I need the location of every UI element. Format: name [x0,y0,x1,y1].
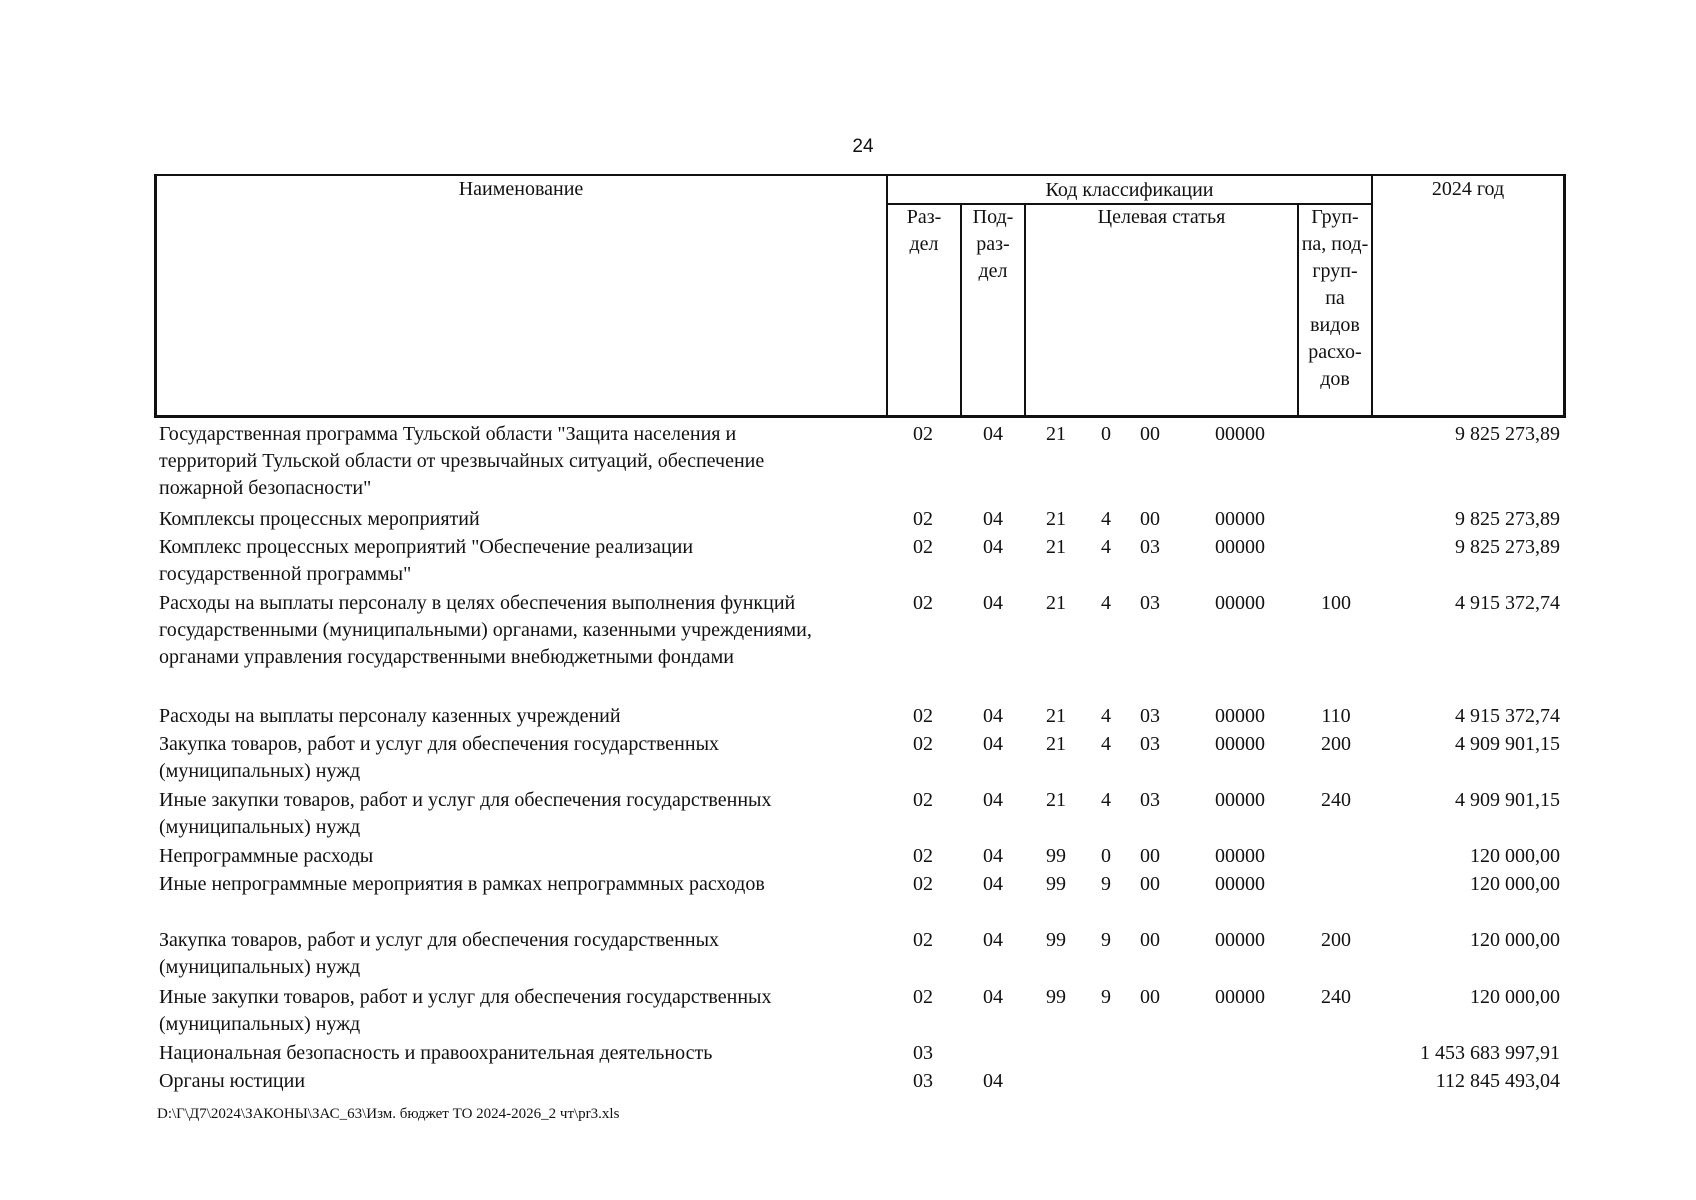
row-name-line: Закупка товаров, работ и услуг для обеспечения государственных [159,929,720,951]
row-amount: 4 909 901,15 [1455,733,1560,755]
row-vid: 240 [1321,986,1351,1008]
row-target-subprogram: 03 [1140,536,1160,558]
header-razdel-line: Раз- [906,206,942,228]
row-podrazdel: 04 [983,1070,1003,1092]
row-podrazdel: 04 [983,845,1003,867]
row-razdel: 02 [913,508,933,530]
col-divider-vid [1371,174,1373,418]
row-target-type: 0 [1101,845,1111,867]
row-vid: 100 [1321,592,1351,614]
header-podrazdel-line: Под- [972,206,1014,228]
row-vid: 110 [1321,705,1351,727]
row-amount: 120 000,00 [1470,929,1560,951]
row-target-program: 21 [1046,423,1066,445]
row-amount: 120 000,00 [1470,986,1560,1008]
row-name [159,1040,879,1067]
row-target-program: 21 [1046,789,1066,811]
row-podrazdel: 04 [983,536,1003,558]
row-razdel: 02 [913,705,933,727]
header-vid-line: расхо- [1308,341,1362,363]
row-name-line: Расходы на выплаты персоналу казенных учреждений [159,705,621,727]
header-vid-line: груп- [1312,260,1358,282]
row-target-type: 4 [1101,508,1111,530]
row-name-line: Закупка товаров, работ и услуг для обеспечения государственных [159,733,720,755]
row-target-program: 21 [1046,536,1066,558]
row-name [159,843,879,870]
row-target-type: 9 [1101,929,1111,951]
row-amount: 120 000,00 [1470,845,1560,867]
row-name-line: (муниципальных) нужд [159,956,361,978]
row-name [159,506,879,533]
header-vid-line: па [1325,287,1345,309]
row-name-line: пожарной безопасности" [159,477,372,499]
row-podrazdel: 04 [983,705,1003,727]
header-razdel [888,204,960,258]
row-name [159,703,879,730]
row-name [159,787,879,841]
row-target-program: 21 [1046,705,1066,727]
row-target-direction: 00000 [1215,986,1265,1008]
row-podrazdel: 04 [983,592,1003,614]
row-target-subprogram: 00 [1140,508,1160,530]
header-target: Целевая статья [1097,206,1226,228]
row-target-subprogram: 03 [1140,789,1160,811]
row-podrazdel: 04 [983,929,1003,951]
row-razdel: 02 [913,789,933,811]
row-target-direction: 00000 [1215,733,1265,755]
row-target-direction: 00000 [1215,508,1265,530]
row-name [159,590,879,671]
row-target-program: 99 [1046,845,1066,867]
row-podrazdel: 04 [983,423,1003,445]
row-target-direction: 00000 [1215,845,1265,867]
row-target-program: 21 [1046,592,1066,614]
row-name-line: территорий Тульской области от чрезвычайных ситуаций, обеспечение [159,450,765,472]
row-amount: 4 915 372,74 [1455,705,1560,727]
row-target-program: 99 [1046,986,1066,1008]
row-razdel: 03 [913,1070,933,1092]
row-target-direction: 00000 [1215,536,1265,558]
row-name-line: Непрограммные расходы [159,845,374,867]
row-name [159,534,879,588]
row-name [159,731,879,785]
row-target-type: 4 [1101,705,1111,727]
row-name-line: (муниципальных) нужд [159,816,361,838]
header-year: 2024 год [1431,178,1505,200]
header-vid-line: видов [1310,314,1360,336]
header-razdel-line: дел [909,233,939,255]
page-number: 24 [852,136,874,157]
row-target-type: 4 [1101,789,1111,811]
row-name-line: (муниципальных) нужд [159,1013,361,1035]
row-target-type: 4 [1101,592,1111,614]
row-name [159,984,879,1038]
row-vid: 200 [1321,929,1351,951]
row-name-line: Иные закупки товаров, работ и услуг для обеспечения государственных [159,986,772,1008]
row-target-type: 4 [1101,733,1111,755]
row-target-direction: 00000 [1215,929,1265,951]
row-name-line: Иные закупки товаров, работ и услуг для обеспечения государственных [159,789,772,811]
row-target-subprogram: 03 [1140,592,1160,614]
row-target-direction: 00000 [1215,705,1265,727]
row-razdel: 02 [913,873,933,895]
row-razdel: 02 [913,592,933,614]
row-razdel: 02 [913,536,933,558]
row-amount: 9 825 273,89 [1455,508,1560,530]
row-target-subprogram: 03 [1140,705,1160,727]
row-target-type: 4 [1101,536,1111,558]
row-razdel: 02 [913,929,933,951]
row-amount: 120 000,00 [1470,873,1560,895]
header-podrazdel-line: раз- [976,233,1010,255]
row-target-program: 21 [1046,733,1066,755]
row-name [159,927,879,981]
header-podrazdel-line: дел [978,260,1008,282]
row-podrazdel: 04 [983,986,1003,1008]
header-podrazdel [962,204,1024,285]
row-amount: 9 825 273,89 [1455,536,1560,558]
row-razdel: 02 [913,986,933,1008]
row-target-subprogram: 00 [1140,423,1160,445]
row-target-type: 9 [1101,873,1111,895]
row-name-line: государственными (муниципальными) органами, казенными учреждениями, [159,619,812,641]
row-amount: 4 915 372,74 [1455,592,1560,614]
file-path-footer: D:\Г\Д7\2024\ЗАКОНЫ\ЗАС_63\Изм. бюджет ТО 2024-2026_2 чт\pr3.xls [157,1106,620,1122]
row-target-direction: 00000 [1215,789,1265,811]
row-name-line: Расходы на выплаты персоналу в целях обеспечения выполнения функций [159,592,796,614]
row-razdel: 02 [913,423,933,445]
header-vid-line: па, под- [1301,233,1369,255]
row-name-line: (муниципальных) нужд [159,760,361,782]
row-target-subprogram: 00 [1140,845,1160,867]
row-target-direction: 00000 [1215,423,1265,445]
row-target-subprogram: 03 [1140,733,1160,755]
row-razdel: 02 [913,845,933,867]
col-divider-podrazdel [1024,204,1026,418]
row-target-subprogram: 00 [1140,929,1160,951]
row-name-line: Комплексы процессных мероприятий [159,508,480,530]
row-podrazdel: 04 [983,733,1003,755]
row-name-line: Органы юстиции [159,1070,306,1092]
row-target-subprogram: 00 [1140,873,1160,895]
header-vid-line: дов [1320,368,1350,390]
row-amount: 4 909 901,15 [1455,789,1560,811]
row-target-subprogram: 00 [1140,986,1160,1008]
row-vid: 200 [1321,733,1351,755]
row-target-type: 9 [1101,986,1111,1008]
row-name-line: Государственная программа Тульской области "Защита населения и [159,423,737,445]
row-name-line: Комплекс процессных мероприятий "Обеспечение реализации [159,536,694,558]
row-name [159,421,879,502]
header-vid [1299,204,1371,393]
row-name-line: государственной программы" [159,563,412,585]
row-podrazdel: 04 [983,873,1003,895]
row-vid: 240 [1321,789,1351,811]
row-name [159,1068,879,1095]
row-target-type: 0 [1101,423,1111,445]
row-target-program: 99 [1046,929,1066,951]
header-name: Наименование [458,178,584,200]
row-name [159,871,879,898]
row-amount: 1 453 683 997,91 [1420,1042,1560,1064]
row-target-program: 99 [1046,873,1066,895]
header-code-group: Код классификации [1045,179,1214,201]
header-vid-line: Груп- [1311,206,1359,228]
row-razdel: 02 [913,733,933,755]
row-target-direction: 00000 [1215,873,1265,895]
row-target-direction: 00000 [1215,592,1265,614]
row-name-line: органами управления государственными внебюджетными фондами [159,646,734,668]
row-razdel: 03 [913,1042,933,1064]
row-name-line: Иные непрограммные мероприятия в рамках непрограммных расходов [159,873,765,895]
row-amount: 112 845 493,04 [1435,1070,1560,1092]
row-podrazdel: 04 [983,508,1003,530]
row-amount: 9 825 273,89 [1455,423,1560,445]
row-name-line: Национальная безопасность и правоохранительная деятельность [159,1042,713,1064]
row-target-program: 21 [1046,508,1066,530]
row-podrazdel: 04 [983,789,1003,811]
